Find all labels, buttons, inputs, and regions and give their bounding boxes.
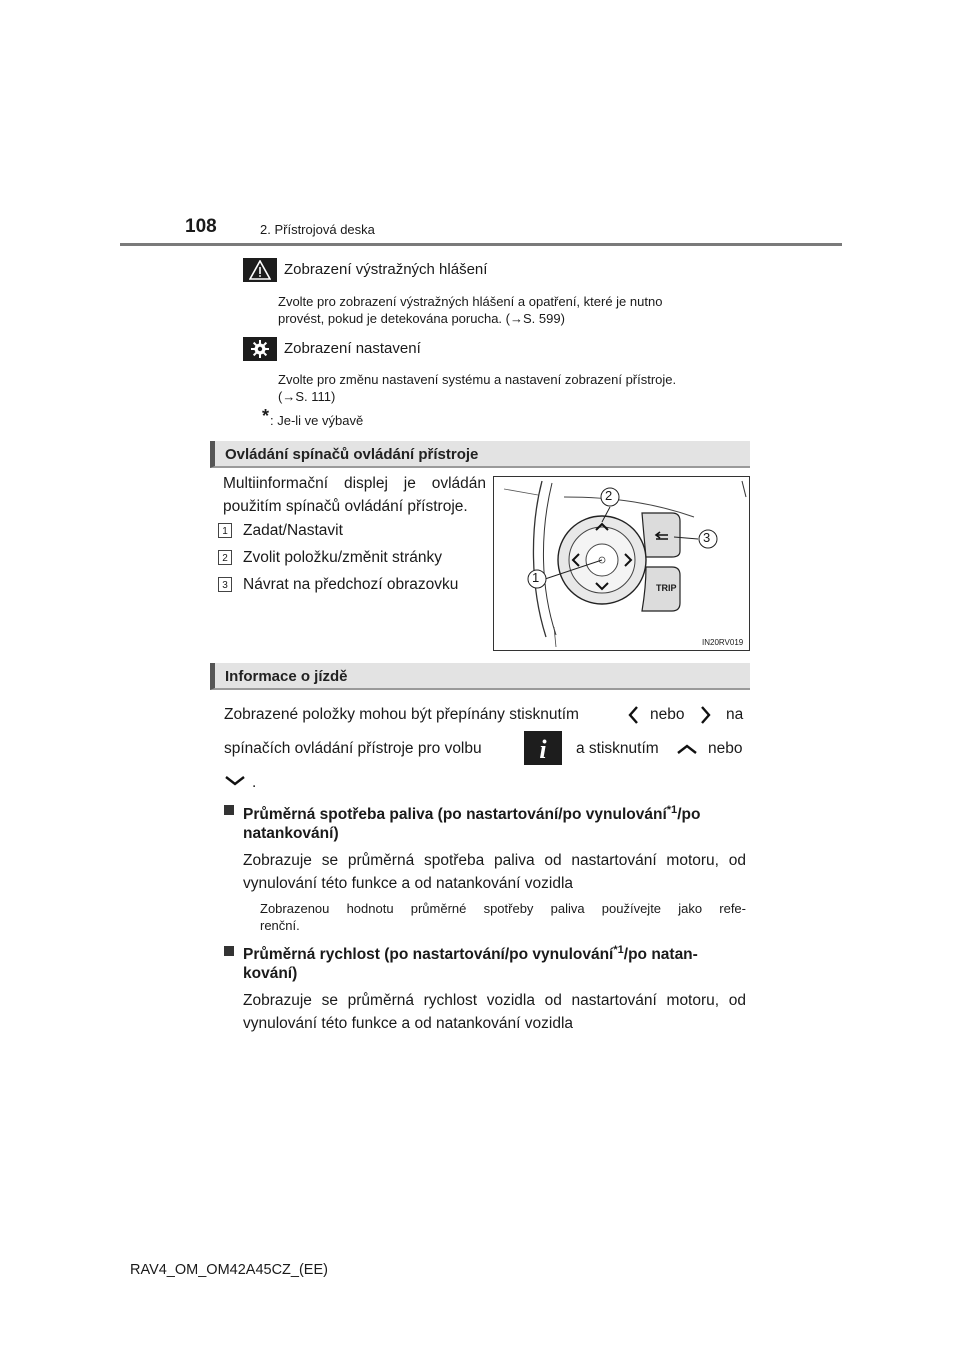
settings-item-title: Zobrazení nastavení [284,340,421,357]
switches-intro-2: použitím spínačů ovládání přístroje. [223,498,468,515]
chevron-right-icon [700,705,712,730]
switch-item-label: Zvolit položku/změnit stránky [243,549,442,566]
steering-switch-illustration [493,476,750,651]
avg-speed-body-1: Zobrazuje se průměrná rychlost vozidla od nastartování motoru, od [243,992,746,1009]
callout-number: 2 [605,488,613,503]
avg-speed-heading-end: /po natan- [623,946,698,964]
switches-intro-1: Multiinformační displej je ovládán [223,475,486,492]
avg-speed-heading [243,938,753,967]
item-number-badge: 2 [218,550,232,565]
chevron-left-icon [627,705,639,730]
document-code: RAV4_OM_OM42A45CZ_(EE) [130,1262,328,1278]
figure-code: IN20RV019 [702,638,744,647]
trip-text-2b: a stisknutím [576,740,659,757]
avg-speed-body-2: vynulování této funkce a od natankování vozidla [243,1015,574,1032]
section-title-switches: Ovládání spínačů ovládání přístroje [225,446,479,463]
chevron-down-icon [224,774,246,792]
header-rule [120,243,842,246]
chapter-title: 2. Přístrojová deska [260,222,375,237]
section-title-trip: Informace o jízdě [225,668,348,685]
switch-item-label: Zadat/Nastavit [243,522,343,539]
footnote-ref: *1 [666,804,678,816]
warning-item-desc-2: provést, pokud je detekována porucha. (→S. 599) [278,311,565,326]
section-heading-trip [210,663,750,690]
avg-consumption-heading-2: natankování) [243,825,339,842]
callout-number: 3 [703,530,711,545]
warning-item-desc-1: Zvolte pro zobrazení výstražných hlášení a opatření, které je nutno [278,294,663,309]
page-number: 108 [185,216,217,237]
switch-item-label: Návrat na předchozí obrazovku [243,576,459,593]
trip-text-1c: na [726,706,744,723]
settings-item-desc-1: Zvolte pro změnu nastavení systému a nastavení zobrazení přístroje. [278,372,677,387]
item-number-badge: 3 [218,577,232,592]
bullet-square-icon [224,805,234,815]
settings-item-desc-2: (→S. 111) [278,389,336,404]
trip-text-1a: Zobrazené položky mohou být přepínány stisknutím [224,706,579,723]
avg-consumption-heading-end: /po [677,806,701,824]
avg-speed-heading-2: kování) [243,965,298,982]
bullet-square-icon [224,946,234,956]
avg-consumption-body-1: Zobrazuje se průměrná spotřeba paliva od nastartování motoru, od [243,852,746,869]
avg-consumption-body-2: vynulování této funkce a od natankování vozidla [243,875,574,892]
warning-item-title: Zobrazení výstražných hlášení [284,261,488,278]
trip-text-1b: nebo [650,706,685,723]
trip-text-3: . [252,774,257,791]
svg-text:i: i [539,735,547,764]
avg-speed-heading-text: Průměrná rychlost (po nastartování/po vynulování [243,946,614,964]
section-heading-switches [210,441,750,468]
info-i-icon [524,731,562,765]
footnote-text: : Je-li ve výbavě [270,413,364,428]
avg-consumption-heading-text: Průměrná spotřeba paliva (po nastartování/po vynulování [243,806,667,824]
item-number-badge: 1 [218,523,232,538]
avg-consumption-note-1: Zobrazenou hodnotu průměrné spotřeby paliva používejte jako refe- [260,901,746,916]
trip-text-2a: spínačích ovládání přístroje pro volbu [224,740,482,757]
callout-number: 1 [532,570,540,585]
chevron-up-icon [676,742,698,760]
trip-button-label: TRIP [656,583,677,593]
footnote-star: * [262,406,270,426]
avg-consumption-note-2: renční. [260,918,300,933]
footnote-ref: *1 [613,944,624,956]
warning-triangle-icon [243,258,277,282]
trip-text-2c: nebo [708,740,743,757]
gear-icon [243,337,277,361]
